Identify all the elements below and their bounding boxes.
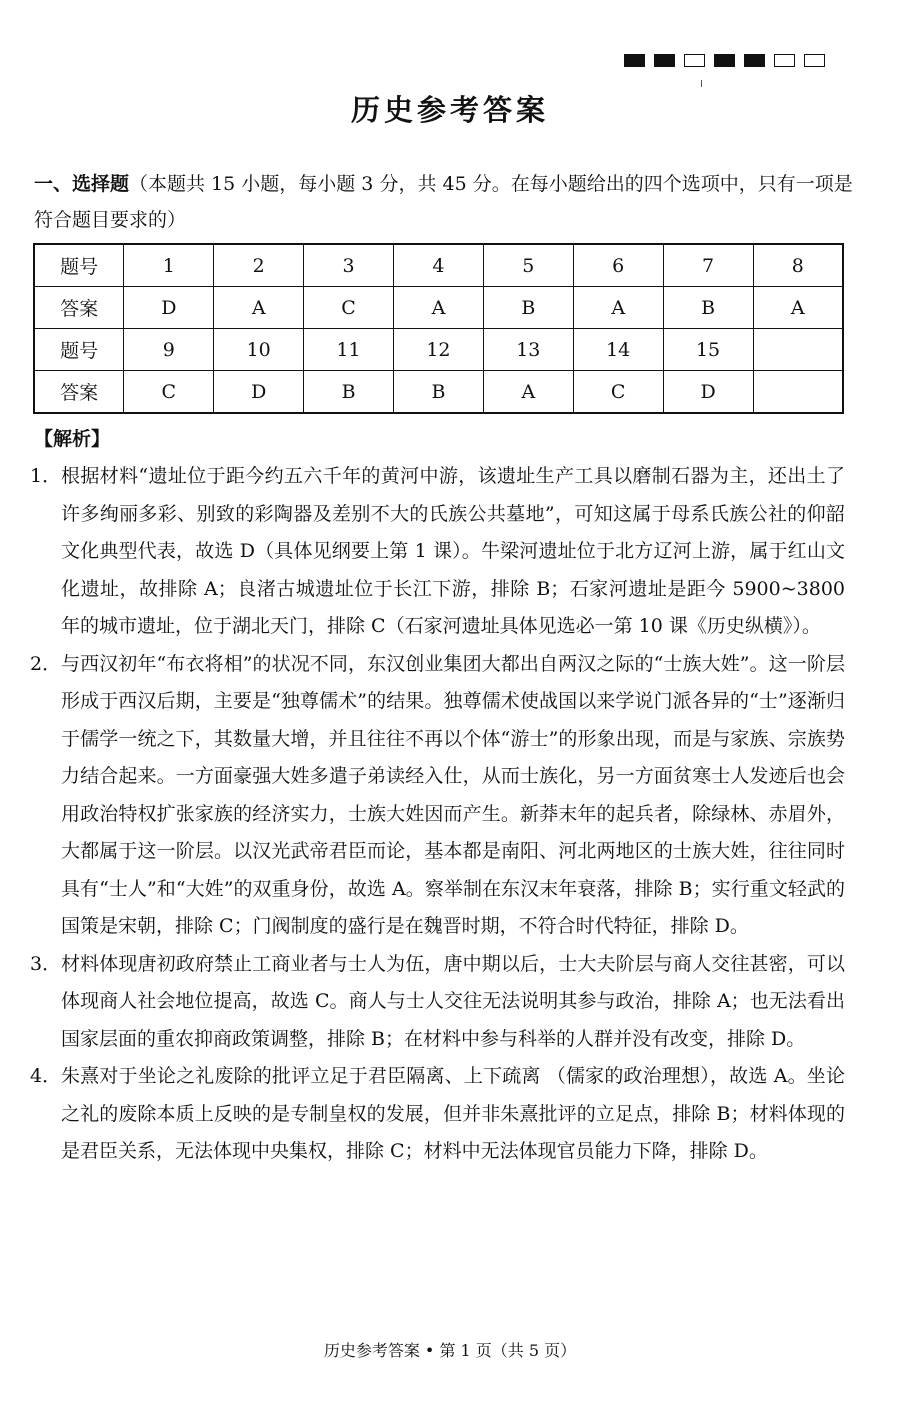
- item-text: 朱熹对于坐论之礼废除的批评立足于君臣隔离、上下疏离 （儒家的政治理想），故选 A。坐论之礼的废除本质上反映的是专制皇权的发展，但并非朱熹批评的立足点，排除 B；材料体现的是君臣关系，无法体现中央集权，排除 C；材料中无法体现官员能力下降，排除 D。: [61, 1065, 845, 1162]
- table-cell: 15: [663, 329, 753, 371]
- filled-square-icon: [624, 54, 645, 67]
- item-text: 根据材料“遗址位于距今约五六千年的黄河中游，该遗址生产工具以磨制石器为主，还出土了许多绚丽多彩、别致的彩陶器及差别不大的氏族公共墓地”，可知这属于母系氏族公社的仰韶文化典型代表，故选 D（具体见纲要上第 1 课）。牛梁河遗址位于北方辽河上游，属于红山文化遗址，故排除 A；良渚古城遗址位于长江下游，排除 B；石家河遗址是距今 5900~3800 年的城市遗址，位于湖北天门，排除 C（石家河遗址具体见选必一第 10 课《历史纵横》）。: [61, 465, 845, 637]
- table-cell: B: [304, 371, 394, 414]
- row-header-cell: 题号: [34, 329, 124, 371]
- filled-square-icon: [654, 54, 675, 67]
- table-cell: 2: [214, 244, 304, 287]
- analysis-list: [30, 458, 845, 1171]
- table-cell: 14: [573, 329, 663, 371]
- table-cell: 6: [573, 244, 663, 287]
- analysis-item: [30, 1058, 845, 1171]
- analysis-item: [30, 646, 845, 946]
- item-number: 3．: [30, 952, 62, 975]
- item-number: 4．: [30, 1065, 62, 1087]
- analysis-item: [30, 458, 845, 646]
- table-cell: C: [304, 287, 394, 329]
- table-cell: B: [663, 287, 753, 329]
- table-cell: A: [573, 287, 663, 329]
- table-cell: 4: [394, 244, 484, 287]
- table-cell: B: [394, 371, 484, 414]
- table-row: [34, 371, 843, 414]
- table-cell: 7: [663, 244, 753, 287]
- answer-table: [33, 243, 844, 414]
- table-cell: A: [483, 371, 573, 414]
- table-row: [34, 329, 843, 371]
- item-number: 1．: [30, 465, 62, 487]
- table-row: [34, 287, 843, 329]
- section-1-desc: （本题共 15 小题，每小题 3 分，共 45 分。在每小题给出的四个选项中，只有一项是符合题目要求的）: [34, 173, 853, 231]
- table-cell: 13: [483, 329, 573, 371]
- page-title: 历史参考答案: [350, 93, 549, 127]
- analysis-heading: 【解析】: [34, 428, 111, 450]
- table-cell: D: [663, 371, 753, 414]
- table-cell: 3: [304, 244, 394, 287]
- filled-square-icon: [744, 54, 765, 67]
- analysis-item: [30, 946, 845, 1059]
- page-footer: 历史参考答案 • 第 1 页（共 5 页）: [323, 1341, 577, 1360]
- row-header-cell: 答案: [34, 371, 124, 414]
- empty-square-icon: [684, 54, 705, 67]
- table-cell: 5: [483, 244, 573, 287]
- table-cell: 9: [124, 329, 214, 371]
- table-cell: A: [214, 287, 304, 329]
- item-text: 与西汉初年“布衣将相”的状况不同，东汉创业集团大都出自两汉之际的“士族大姓”。这一阶层形成于西汉后期，主要是“独尊儒术”的结果。独尊儒术使战国以来学说门派各异的“士”逐渐归于儒学一统之下，其数量大增，并且往往不再以个体“游士”的形象出现，而是与家族、宗族势力结合起来。一方面豪强大姓多遣子弟读经入仕，从而士族化，另一方面贫寒士人发迹后也会用政治特权扩张家族的经济实力，士族大姓因而产生。新莽末年的起兵者，除绿林、赤眉外，大都属于这一阶层。以汉光武帝君臣而论，基本都是南阳、河北两地区的士族大姓，往往同时具有“士人”和“大姓”的双重身份，故选 A。察举制在东汉末年衰落，排除 B；实行重文轻武的国策是宋朝，排除 C；门阀制度的盛行是在魏晋时期，不符合时代特征，排除 D。: [61, 652, 845, 937]
- row-header-cell: 答案: [34, 287, 124, 329]
- table-cell: 12: [394, 329, 484, 371]
- table-cell: [753, 371, 843, 414]
- empty-square-icon: [804, 54, 825, 67]
- scan-tick: [701, 80, 702, 87]
- item-number: 2．: [30, 652, 62, 675]
- table-cell: C: [124, 371, 214, 414]
- table-cell: A: [753, 287, 843, 329]
- table-cell: C: [573, 371, 663, 414]
- table-cell: D: [214, 371, 304, 414]
- table-cell: A: [394, 287, 484, 329]
- item-text: 材料体现唐初政府禁止工商业者与士人为伍，唐中期以后，士大夫阶层与商人交往甚密，可以体现商人社会地位提高，故选 C。商人与士人交往无法说明其参与政治，排除 A；也无法看出国家层面的重农抑商政策调整，排除 B；在材料中参与科举的人群并没有改变，排除 D。: [61, 952, 845, 1050]
- table-cell: [753, 329, 843, 371]
- table-row: [34, 244, 843, 287]
- table-cell: 10: [214, 329, 304, 371]
- empty-square-icon: [774, 54, 795, 67]
- row-header-cell: 题号: [34, 244, 124, 287]
- table-cell: 1: [124, 244, 214, 287]
- table-cell: 11: [304, 329, 394, 371]
- table-cell: 8: [753, 244, 843, 287]
- section-1-label: 一、选择题: [34, 173, 130, 195]
- section-1-intro: [34, 166, 854, 238]
- table-cell: D: [124, 287, 214, 329]
- table-cell: B: [483, 287, 573, 329]
- header-marks: [624, 54, 825, 67]
- filled-square-icon: [714, 54, 735, 67]
